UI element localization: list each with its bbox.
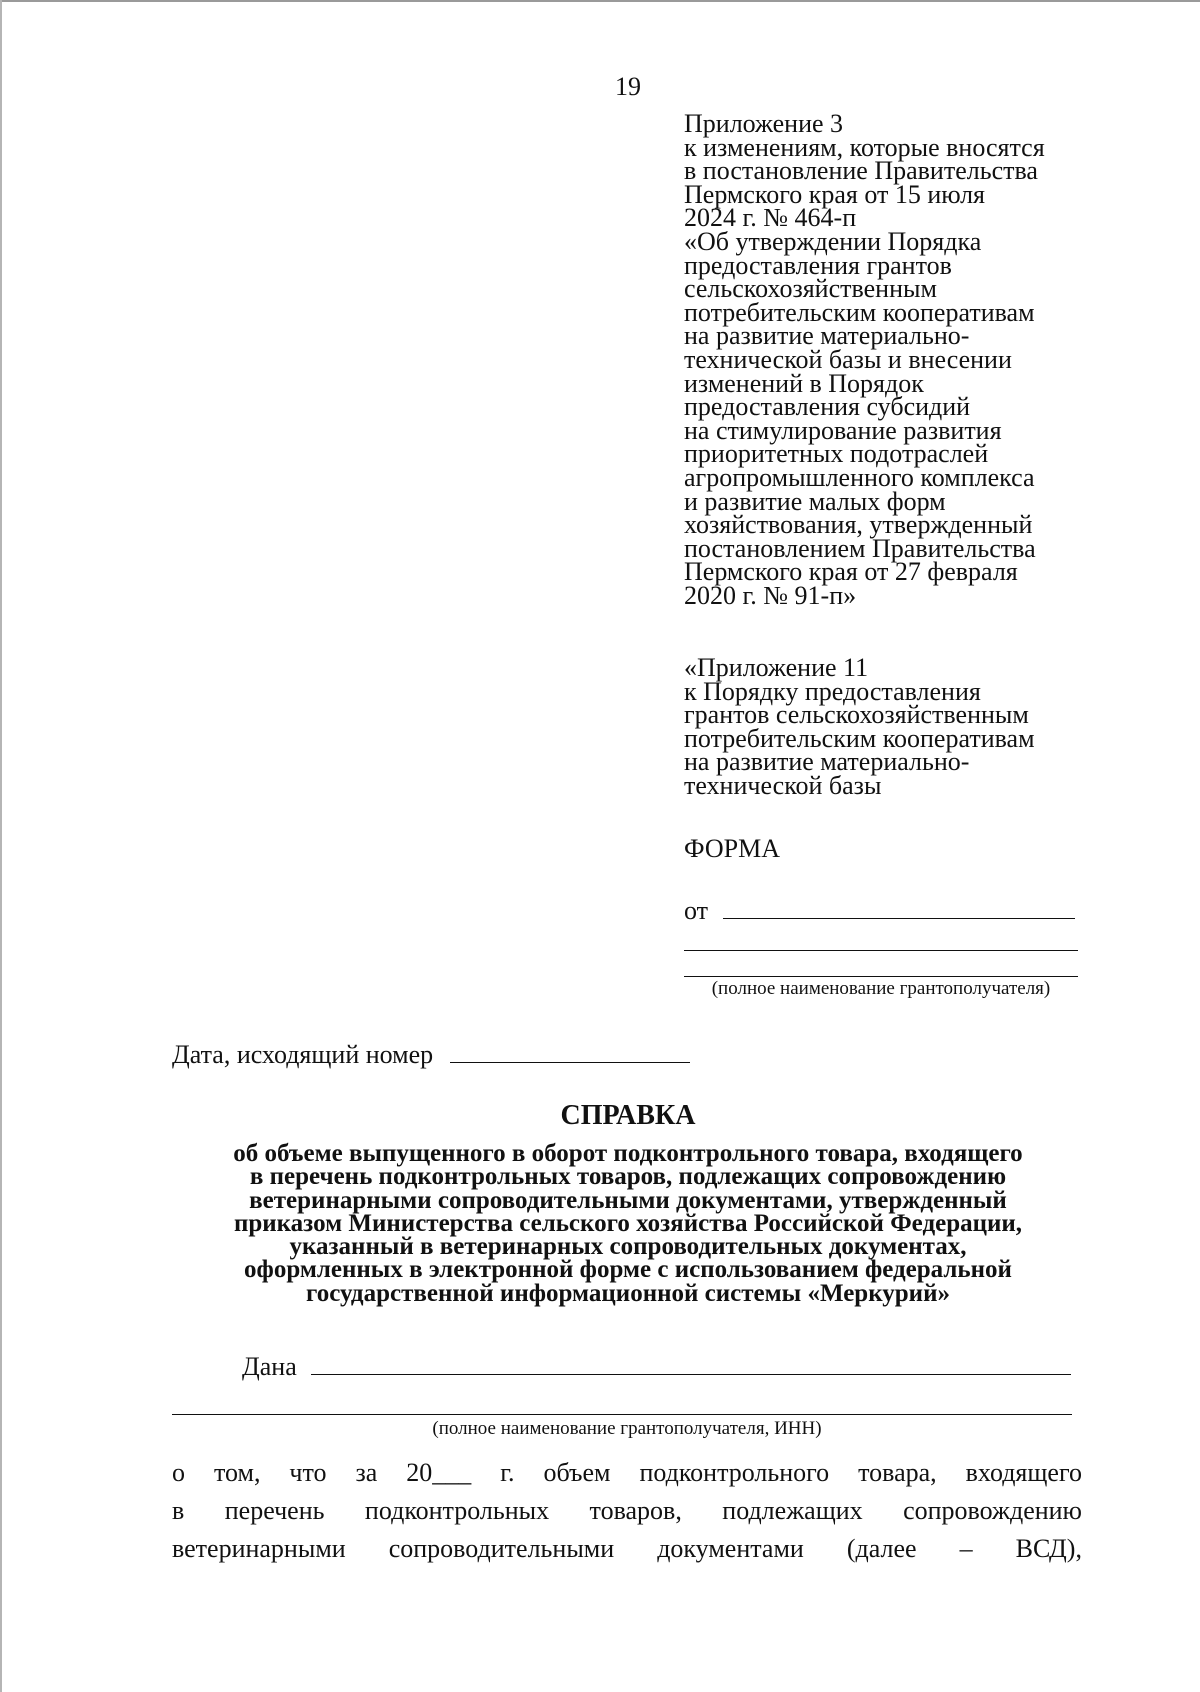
given-label: Дана — [242, 1352, 297, 1381]
annex3-line: предоставления субсидий — [684, 392, 971, 422]
annex3-line: постановлением Правительства — [684, 533, 1036, 563]
annex3-line: сельскохозяйственным — [684, 274, 937, 304]
body-word: ВСД), — [1015, 1534, 1082, 1563]
body-word: документами — [657, 1534, 804, 1563]
body-word: о — [172, 1458, 185, 1487]
annex3-line: на стимулирование развития — [684, 415, 1002, 445]
subtitle-line: государственной информационной системы «Меркурий» — [306, 1279, 950, 1307]
annex3-line: «Об утверждении Порядка — [684, 226, 982, 256]
body-word: товаров, — [589, 1496, 682, 1525]
body-word: перечень — [224, 1496, 325, 1525]
body-word: сопровождению — [903, 1496, 1082, 1525]
annex11-block — [684, 653, 1104, 800]
grantee-inn-caption: (полное наименование грантополучателя, ИНН) — [432, 1418, 822, 1439]
annex11-line: грантов сельскохозяйственным — [684, 700, 1029, 730]
document-title: СПРАВКА — [560, 1100, 696, 1131]
subtitle-line: оформленных в электронной форме с использованием федеральной — [244, 1256, 1012, 1284]
body-word: объем — [543, 1458, 611, 1487]
body-word: – — [959, 1534, 973, 1563]
annex3-block — [684, 109, 1104, 610]
annex3-line: Пермского края от 15 июля — [684, 179, 986, 209]
from-row — [684, 896, 1075, 926]
from-blank-field[interactable] — [723, 896, 1075, 919]
annex11-line: к Порядку предоставления — [684, 676, 981, 706]
body-word: товара, — [858, 1458, 937, 1487]
annex11-line: потребительским кооперативам — [684, 723, 1035, 753]
body-word: (далее — [846, 1534, 917, 1563]
body-word: подконтрольных — [364, 1496, 550, 1525]
body-word: сопроводительными — [388, 1534, 615, 1563]
annex3-line: хозяйствования, утвержденный — [684, 510, 1033, 540]
annex11-line: технической базы — [684, 770, 882, 800]
annex3-line: предоставления грантов — [684, 250, 952, 280]
subtitle-line: приказом Министерства сельского хозяйства Российской Федерации, — [233, 1209, 1023, 1237]
annex11-line: на развитие материально- — [684, 747, 970, 777]
given-to-field[interactable] — [311, 1352, 1071, 1375]
annex3-line: Приложение 3 — [684, 109, 844, 138]
form-label: ФОРМА — [684, 834, 780, 863]
subtitle-line: об объеме выпущенного в оборот подконтрольного товара, входящего — [233, 1140, 1023, 1167]
annex3-line: технической базы и внесении — [684, 344, 1012, 374]
annex3-line: к изменениям, которые вносятся — [684, 132, 1045, 162]
body-word: подконтрольного — [639, 1458, 830, 1487]
annex3-line: 2020 г. № 91-п» — [684, 580, 857, 610]
body-line-2 — [172, 1496, 1082, 1526]
body-word: за — [355, 1458, 378, 1487]
date-number-field[interactable] — [450, 1040, 690, 1063]
body-word: том, — [213, 1458, 261, 1487]
annex3-line: на развитие материально- — [684, 321, 970, 351]
body-line-3 — [172, 1534, 1082, 1564]
year-field[interactable]: 20___ — [406, 1458, 472, 1487]
body-word: г. — [500, 1458, 515, 1487]
subtitle-line: ветеринарными сопроводительными документами, утвержденный — [249, 1186, 1007, 1214]
annex11-line: «Приложение 11 — [684, 653, 869, 682]
body-word: ветеринарными — [172, 1534, 346, 1563]
page-number: 19 — [615, 72, 641, 101]
annex3-line: агропромышленного комплекса — [684, 462, 1035, 492]
grantee-name-line-1[interactable] — [684, 950, 1078, 951]
body-word: подлежащих — [722, 1496, 863, 1525]
annex3-line: приоритетных подотраслей — [684, 439, 989, 469]
from-label: от — [684, 896, 709, 925]
subtitle-line: в перечень подконтрольных товаров, подлежащих сопровождению — [249, 1163, 1007, 1191]
body-word: в — [172, 1496, 185, 1525]
annex3-line: потребительским кооперативам — [684, 297, 1035, 327]
date-row — [172, 1040, 690, 1070]
subtitle-line: указанный в ветеринарных сопроводительных документах, — [289, 1233, 967, 1261]
grantee-inn-line[interactable] — [172, 1414, 1072, 1415]
given-row — [242, 1352, 1071, 1382]
page-edge-left — [0, 0, 2, 1692]
annex3-line: 2024 г. № 464-п — [684, 203, 857, 233]
document-subtitle — [140, 1142, 1116, 1305]
date-label: Дата, исходящий номер — [172, 1040, 434, 1069]
body-word: что — [289, 1458, 327, 1487]
annex3-line: изменений в Порядок — [684, 368, 924, 398]
grantee-caption: (полное наименование грантополучателя) — [711, 978, 1051, 999]
annex3-line: и развитие малых форм — [684, 486, 946, 516]
body-word: входящего — [965, 1458, 1082, 1487]
grantee-name-line-2[interactable] — [684, 976, 1078, 977]
annex3-line: Пермского края от 27 февраля — [684, 557, 1018, 587]
body-line-1 — [172, 1458, 1082, 1488]
annex3-line: в постановление Правительства — [684, 156, 1038, 186]
page-edge-top — [0, 0, 1200, 2]
